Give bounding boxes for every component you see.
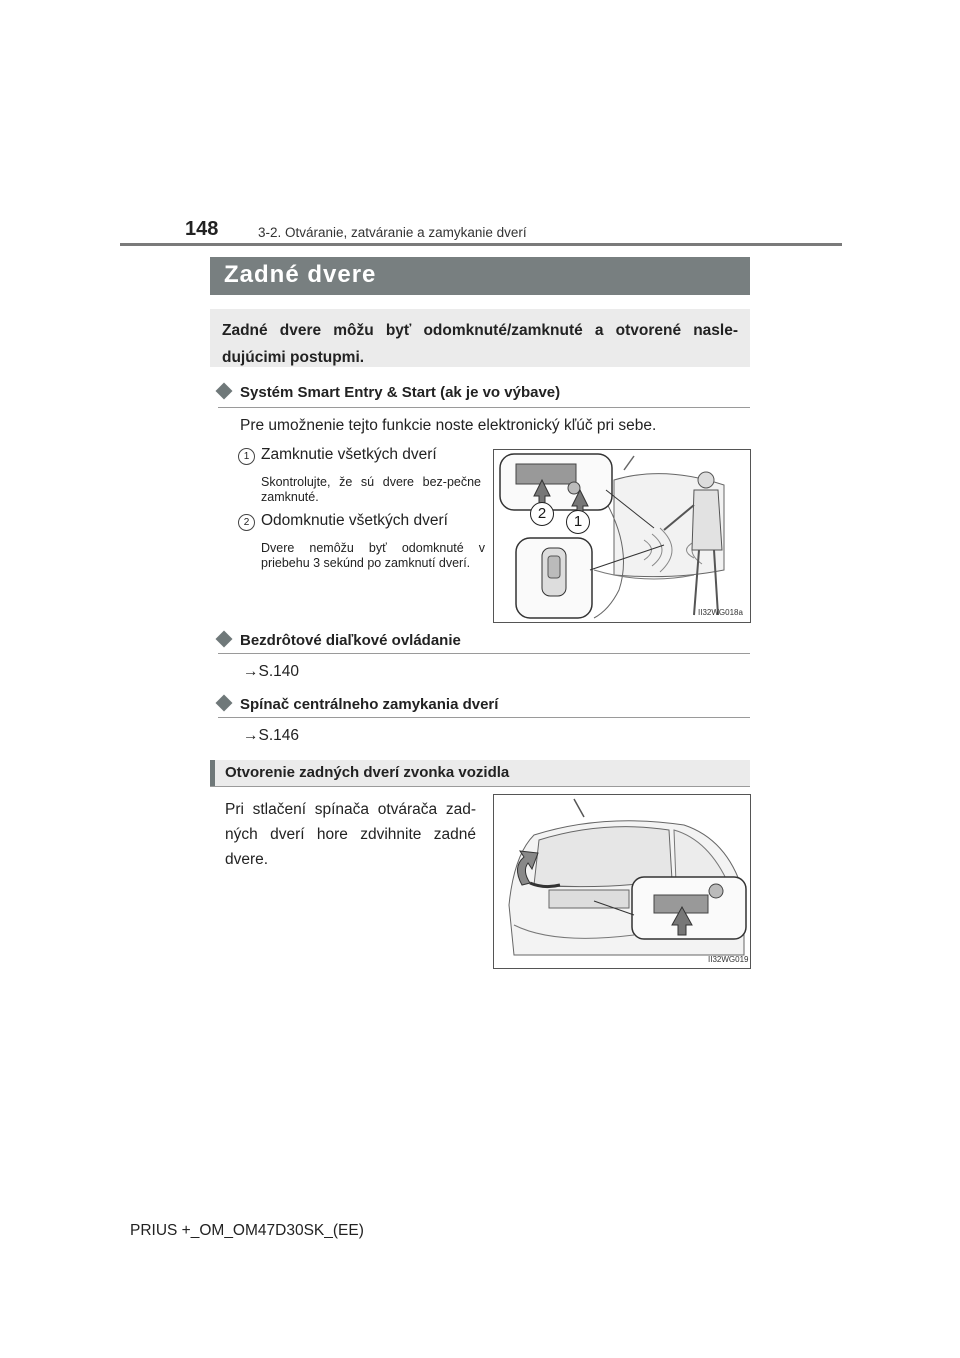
outside-open-text: Pri stlačení spínača otvárača zad-ných dverí hore zdvihnite zadné dvere. (225, 801, 476, 868)
smart-entry-heading-text: Systém Smart Entry & Start (ak je vo výbave) (240, 384, 561, 401)
smart-entry-heading (218, 384, 560, 401)
callout-2: 2 (530, 502, 554, 526)
wireless-page-ref[interactable]: →S.140 (243, 663, 300, 680)
item-note-unlock: Dvere nemôžu byť odomknuté v priebehu 3 sekúnd po zamknutí dverí. (261, 541, 485, 570)
subheading-rule (218, 653, 750, 654)
outside-open-heading (210, 760, 750, 786)
header-rule (120, 243, 842, 246)
item-number-1: 1 (238, 446, 255, 465)
item-title-unlock: Odomknutie všetkých dverí (261, 512, 448, 529)
bar-heading-rule (210, 786, 750, 787)
page-number: 148 (185, 218, 219, 240)
figure-code-2: II32WG019 (708, 955, 749, 964)
item-number-2: 2 (238, 512, 255, 531)
central-lock-heading-text: Spínač centrálneho zamykania dverí (240, 696, 499, 713)
figure-smart-entry-drawing (494, 450, 750, 622)
diamond-bullet-icon (216, 631, 233, 648)
smart-entry-text: Pre umožnenie tejto funkcie noste elektronický kľúč pri sebe. (240, 417, 657, 434)
subheading-rule (218, 407, 750, 408)
figure-code-1: II32WG018a (698, 608, 743, 617)
intro-box (210, 309, 750, 367)
outside-open-heading-text: Otvorenie zadných dverí zvonka vozidla (225, 764, 510, 781)
central-lock-page-ref[interactable]: →S.146 (243, 727, 300, 744)
subheading-rule (218, 717, 750, 718)
diamond-bullet-icon (216, 695, 233, 712)
figure-smart-entry (493, 449, 751, 623)
wireless-heading (218, 632, 461, 649)
item-title-lock: Zamknutie všetkých dverí (261, 446, 437, 463)
diamond-bullet-icon (216, 383, 233, 400)
section-path: 3-2. Otváranie, zatváranie a zamykanie dverí (258, 225, 527, 240)
item-note-lock: Skontrolujte, že sú dvere bez-pečne zamknuté. (261, 475, 481, 504)
central-lock-heading (218, 696, 498, 713)
footer-doc-code: PRIUS +_OM_OM47D30SK_(EE) (130, 1222, 364, 1239)
figure-outside-open (493, 794, 751, 969)
intro-text: Zadné dvere môžu byť odomknuté/zamknuté a otvorené nasle-dujúcimi postupmi. (222, 322, 738, 366)
callout-1: 1 (566, 510, 590, 534)
section-title-band (210, 257, 750, 295)
wireless-heading-text: Bezdrôtové diaľkové ovládanie (240, 632, 461, 649)
section-title: Zadné dvere (224, 261, 377, 288)
figure-outside-open-drawing (494, 795, 750, 968)
